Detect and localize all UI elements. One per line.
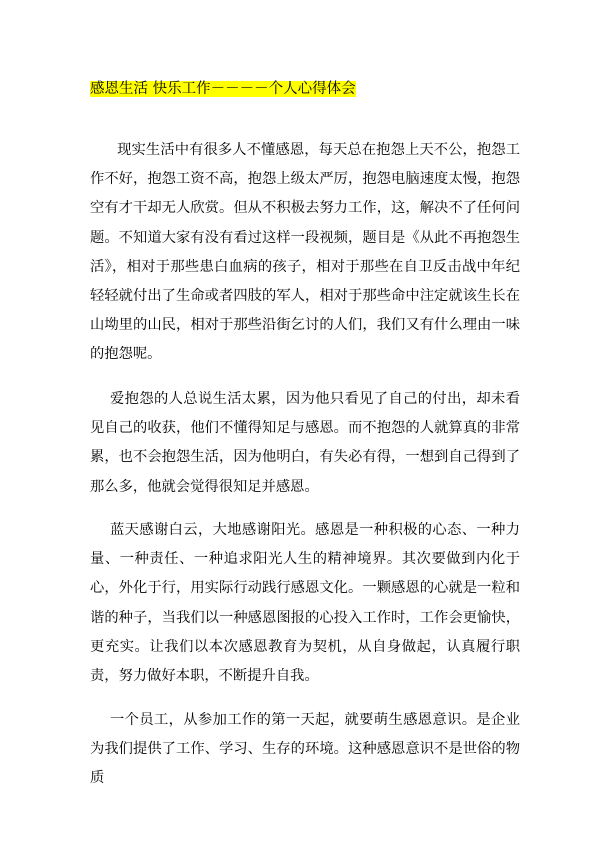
document-title xyxy=(90,79,356,99)
paragraph-gratitude-attitude: 蓝天感谢白云，大地感谢阳光。感恩是一种积极的心态、一种力量、一种责任、一种追求阳光人生的精神境界。其次要做到内化于心，外化于行，用实际行动践行感恩文化。一颗感恩的心就是一粒和谐的种子，当我们以一种感恩图报的心投入工作时，工作会更愉快，更充实。让我们以本次感恩教育为契机，从自身做起，认真履行职责，努力做好本职，不断提升自我。 xyxy=(90,522,520,685)
paragraph-contentment: 爱抱怨的人总说生活太累，因为他只看见了自己的付出，却未看见自己的收获，他们不懂得知足与感恩。而不抱怨的人就算真的非常累，也不会抱怨生活，因为他明白，有失必有得，一想到自己得到了那么多，他就会觉得很知足并感恩。 xyxy=(90,391,520,495)
paragraph-complaints: 现实生活中有很多人不懂感恩，每天总在抱怨上天不公，抱怨工作不好，抱怨工资不高，抱怨上级太严厉，抱怨电脑速度太慢，抱怨空有才干却无人欣赏。但从不积极去努力工作，这，解决不了任何问题。不知道大家有没有看过这样一段视频，题目是《从此不再抱怨生活》，相对于那些患白血病的孩子，相对于那些在自卫反击战中年纪轻轻就付出了生命或者四肢的军人，相对于那些命中注定就该生长在山坳里的山民，相对于那些沿街乞讨的人们，我们又有什么理由一味的抱怨呢。 xyxy=(90,142,520,363)
paragraph-employee-gratitude: 一个员工，从参加工作的第一天起，就要萌生感恩意识。是企业为我们提供了工作、学习、生存的环境。这种感恩意识不是世俗的物质 xyxy=(90,712,520,787)
document-title-text: 感恩生活 快乐工作－－－－个人心得体会 xyxy=(90,81,356,97)
